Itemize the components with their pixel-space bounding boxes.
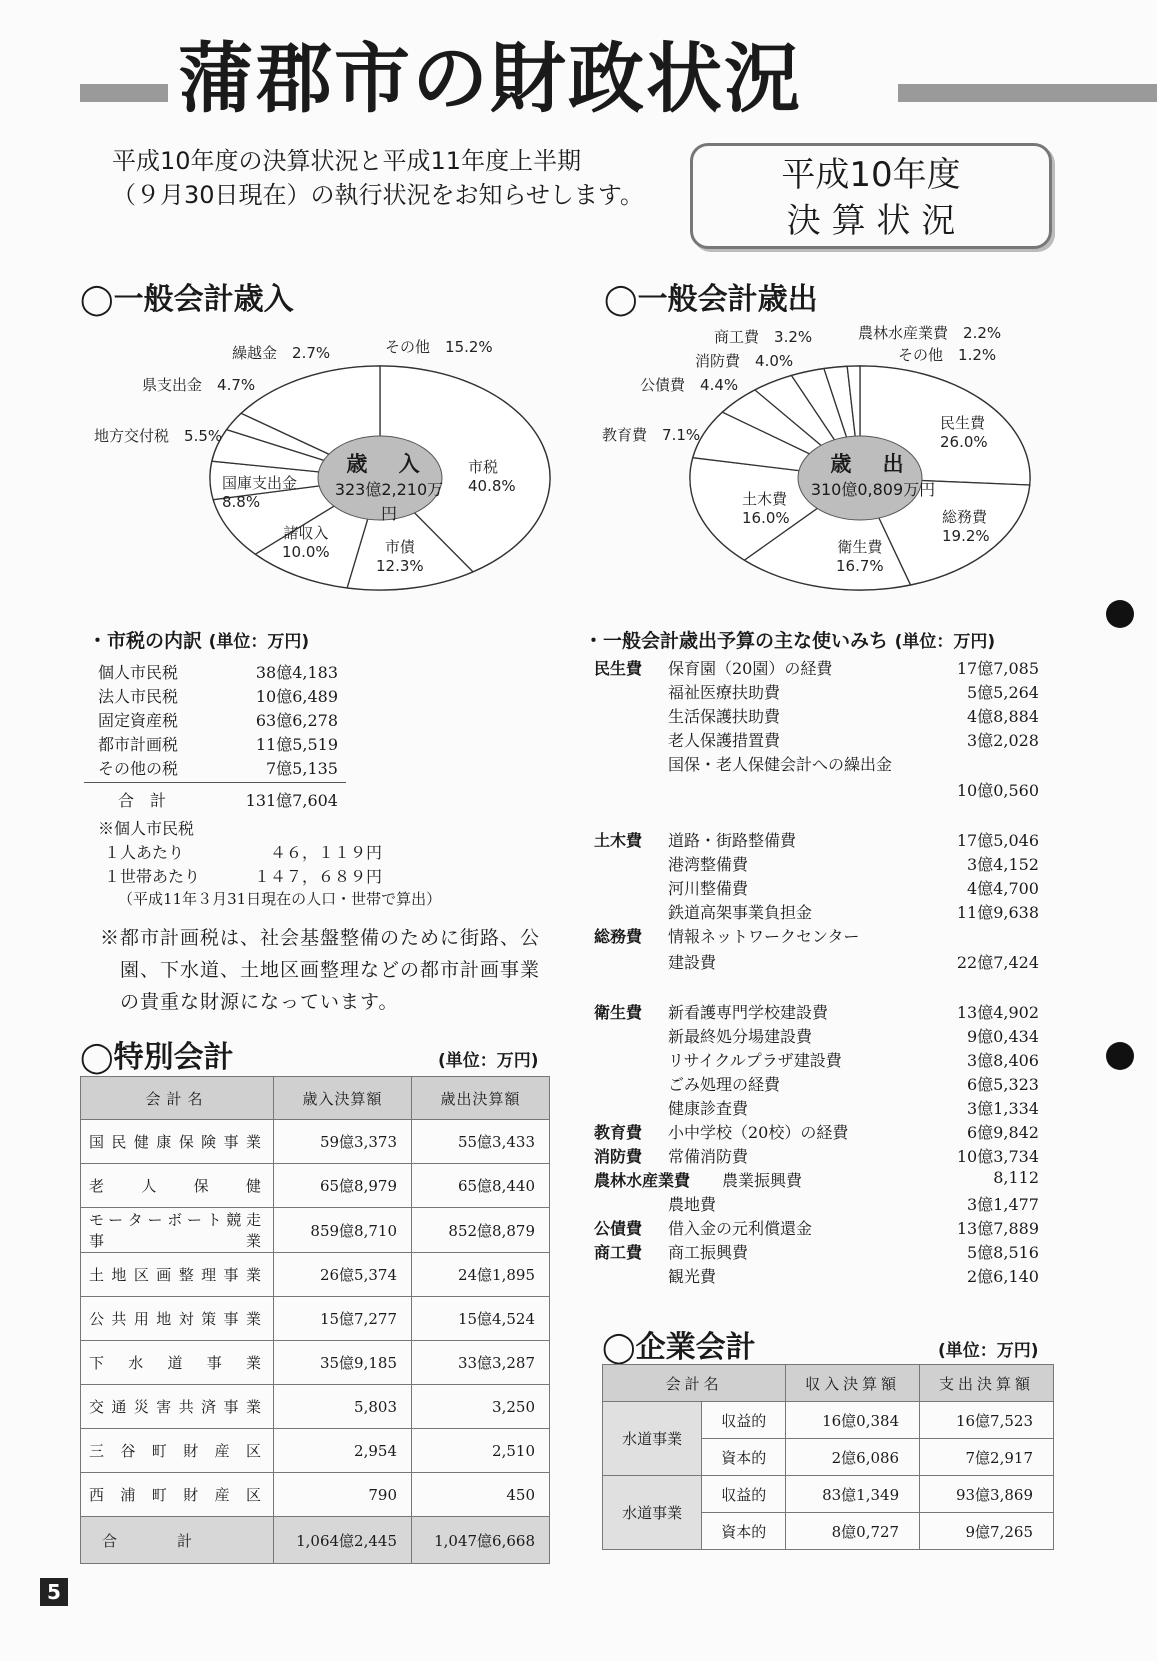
- outgo-amount: 7億2,917: [920, 1439, 1054, 1476]
- budget-amount: 9億0,434: [967, 1027, 1039, 1046]
- budget-item: 生活保護扶助費: [668, 707, 781, 726]
- expenditure-center: 歳 出 310億0,809万円: [810, 452, 936, 499]
- exp-label-9: その他 1.2%: [898, 346, 997, 364]
- budget-category: 総務費: [594, 927, 643, 946]
- budget-amount: 3億2,028: [967, 731, 1039, 750]
- table-row: [81, 1164, 550, 1208]
- revenue-amount: 59億3,373: [274, 1120, 412, 1164]
- budget-item: 老人保護措置費: [668, 731, 781, 750]
- budget-item: ごみ処理の経費: [668, 1075, 781, 1094]
- exp-label-0: 民生費 26.0%: [940, 414, 988, 451]
- table-row: [603, 1402, 1054, 1439]
- expenditure-amount: 450: [412, 1473, 550, 1517]
- budget-item: 福祉医療扶助費: [668, 683, 781, 702]
- table-row: [81, 1253, 550, 1297]
- page-title: 蒲郡市の財政状況: [178, 34, 802, 123]
- rev-label-4: 地方交付税 5.5%: [94, 427, 223, 445]
- budget-amount: 6億9,842: [967, 1123, 1039, 1142]
- budget-amount: 3億4,152: [967, 855, 1039, 874]
- budget-amount: 6億5,323: [967, 1075, 1039, 1094]
- total-label: 合計: [81, 1517, 274, 1564]
- budget-amount: 2億6,140: [967, 1267, 1039, 1286]
- account-name: 土地区画整理事業: [81, 1253, 274, 1297]
- special-accounts-table: [80, 1076, 550, 1564]
- budget-item: 観光費: [668, 1267, 717, 1286]
- expenditure-amount: 33億3,287: [412, 1341, 550, 1385]
- title-rule-left: [80, 84, 168, 102]
- per-person-label: １人あたり: [104, 843, 185, 862]
- budget-item: 小中学校（20校）の経費: [668, 1123, 849, 1142]
- rev-label-1: 市債 12.3%: [376, 538, 424, 575]
- budget-item: 新看護専門学校建設費: [668, 1003, 829, 1022]
- table-row: [81, 1385, 550, 1429]
- table-row: [81, 1473, 550, 1517]
- table-row: [81, 1297, 550, 1341]
- outgo-amount: 9億7,265: [920, 1513, 1054, 1550]
- col-header-name: 会計名: [81, 1077, 274, 1120]
- outgo-amount: 93億3,869: [920, 1476, 1054, 1513]
- budget-amount: 11億9,638: [956, 903, 1039, 922]
- account-type: 収益的: [702, 1476, 786, 1513]
- budget-item: 河川整備費: [668, 879, 749, 898]
- budget-item: 常備消防費: [668, 1147, 749, 1166]
- enterprise-unit: (単位：万円): [938, 1341, 1039, 1361]
- budget-amount: 5億5,264: [967, 683, 1039, 702]
- budget-amount: 3億1,334: [967, 1099, 1039, 1118]
- col-header-revenue: 歳入決算額: [274, 1077, 412, 1120]
- budget-amount: 10億0,560: [956, 781, 1039, 800]
- budget-amount: 4億4,700: [967, 879, 1039, 898]
- budget-item: 情報ネットワークセンター: [668, 927, 860, 946]
- budget-item: 借入金の元利償還金: [668, 1219, 813, 1238]
- table-row: [81, 1208, 550, 1253]
- account-name: 公共用地対策事業: [81, 1297, 274, 1341]
- special-accounts-title: ◯特別会計: [80, 1040, 234, 1075]
- revenue-title: ◯一般会計歳入: [80, 282, 294, 317]
- budget-item: 新最終処分場建設費: [668, 1027, 813, 1046]
- budget-amount: 13億4,902: [956, 1003, 1039, 1022]
- revenue-amount: 790: [274, 1473, 412, 1517]
- budget-category: 土木費: [594, 831, 643, 850]
- exp-label-3: 土木費 16.0%: [742, 490, 790, 527]
- rev-label-0: 市税 40.8%: [468, 458, 516, 495]
- col-header-name: 会計名: [603, 1365, 786, 1402]
- budget-amount: 3億1,477: [967, 1195, 1039, 1214]
- table-row: [81, 1341, 550, 1385]
- exp-label-7: 商工費 3.2%: [714, 328, 813, 346]
- city-plan-tax-note: ※都市計画税は、社会基盤整備のために街路、公 園、下水道、土地区画整理などの都市計画事業 の貴重な財源になっています。: [100, 927, 541, 1013]
- special-accounts-unit: (単位：万円): [438, 1051, 539, 1071]
- expenditure-amount: 65億8,440: [412, 1164, 550, 1208]
- per-household-label: １世帯あたり: [104, 867, 201, 886]
- budget-amount: 4億8,884: [967, 707, 1039, 726]
- budget-category: 農林水産業費: [594, 1171, 691, 1190]
- account-type: 収益的: [702, 1402, 786, 1439]
- rev-label-2: 諸収入 10.0%: [282, 524, 330, 561]
- revenue-amount: 2,954: [274, 1429, 412, 1473]
- budget-item: 建設費: [668, 953, 717, 972]
- exp-label-2: 衛生費 16.7%: [836, 538, 884, 575]
- revenue-amount: 15億7,277: [274, 1297, 412, 1341]
- budget-item: 農業振興費: [722, 1171, 803, 1190]
- budget-amount: 22億7,424: [956, 953, 1039, 972]
- expenditure-amount: 55億3,433: [412, 1120, 550, 1164]
- table-row: [81, 1429, 550, 1473]
- per-household-value: １４７，６８９円: [254, 867, 383, 886]
- outgo-amount: 16億7,523: [920, 1402, 1054, 1439]
- expenditure-title: ◯一般会計歳出: [604, 282, 818, 317]
- rev-label-7: その他 15.2%: [385, 338, 493, 356]
- badge-line1: 平成10年度: [781, 155, 961, 195]
- revenue-amount: 35億9,185: [274, 1341, 412, 1385]
- table-total-row: [81, 1517, 550, 1564]
- budget-amount: 3億8,406: [967, 1051, 1039, 1070]
- income-amount: 2億6,086: [786, 1439, 920, 1476]
- budget-amount: 10億3,734: [956, 1147, 1039, 1166]
- account-name: 老人保健: [81, 1164, 274, 1208]
- exp-label-6: 消防費 4.0%: [695, 352, 794, 370]
- table-row: [603, 1476, 1054, 1513]
- budget-amount: 17億7,085: [956, 659, 1039, 678]
- tax-basis-note: （平成11年３月31日現在の人口・世帯で算出）: [118, 890, 442, 908]
- account-type: 資本的: [702, 1513, 786, 1550]
- enterprise-title: ◯企業会計: [602, 1330, 756, 1365]
- budget-amount: 8,112: [993, 1168, 1039, 1187]
- badge-line2: 決 算 状 況: [786, 201, 956, 241]
- account-name: 三谷町財産区: [81, 1429, 274, 1473]
- budget-uses-title: ・一般会計歳出予算の主な使いみち (単位：万円): [584, 630, 996, 652]
- budget-item: 国保・老人保健会計への繰出金: [668, 755, 893, 774]
- per-person-value: ４６，１１９円: [270, 843, 383, 862]
- rev-label-6: 繰越金 2.7%: [232, 344, 331, 362]
- budget-item: リサイクルプラザ建設費: [668, 1051, 842, 1070]
- budget-category: 衛生費: [594, 1003, 643, 1022]
- income-amount: 8億0,727: [786, 1513, 920, 1550]
- revenue-amount: 859億8,710: [274, 1208, 412, 1253]
- fiscal-year-badge: [690, 143, 1052, 249]
- account-name: 西浦町財産区: [81, 1473, 274, 1517]
- budget-category: 教育費: [594, 1123, 643, 1142]
- exp-label-5: 公債費 4.4%: [640, 376, 739, 394]
- exp-label-8: 農林水産業費 2.2%: [858, 324, 1002, 342]
- budget-amount: 5億8,516: [967, 1243, 1039, 1262]
- expenditure-amount: 15億4,524: [412, 1297, 550, 1341]
- account-name: 交通災害共済事業: [81, 1385, 274, 1429]
- budget-item: 港湾整備費: [668, 855, 749, 874]
- budget-category: 民生費: [594, 659, 643, 678]
- revenue-center: 歳 入 323億2,210万円: [334, 452, 444, 523]
- expenditure-amount: 852億8,879: [412, 1208, 550, 1253]
- col-header-expenditure: 歳出決算額: [412, 1077, 550, 1120]
- account-name: 下水道事業: [81, 1341, 274, 1385]
- income-amount: 83億1,349: [786, 1476, 920, 1513]
- budget-item: 道路・街路整備費: [668, 831, 797, 850]
- tax-note-title: ※個人市民税: [98, 819, 195, 838]
- rev-label-3: 国庫支出金 8.8%: [222, 474, 298, 511]
- enterprise-table: [602, 1364, 1054, 1550]
- revenue-amount: 26億5,374: [274, 1253, 412, 1297]
- budget-item: 健康診査費: [668, 1099, 749, 1118]
- budget-item: 保育園（20園）の経費: [668, 659, 833, 678]
- tax-divider: [84, 782, 346, 783]
- enterprise-name: 水道事業: [603, 1402, 702, 1476]
- budget-amount: 13億7,889: [956, 1219, 1039, 1238]
- binder-hole: [1106, 600, 1134, 628]
- title-rule-right: [898, 84, 1157, 102]
- budget-category: 消防費: [594, 1147, 643, 1166]
- col-header-income: 収入決算額: [786, 1365, 920, 1402]
- account-name: 国民健康保険事業: [81, 1120, 274, 1164]
- expenditure-amount: 2,510: [412, 1429, 550, 1473]
- exp-label-1: 総務費 19.2%: [942, 508, 990, 545]
- binder-hole: [1106, 1042, 1134, 1070]
- rev-label-5: 県支出金 4.7%: [142, 376, 256, 394]
- col-header-outgo: 支出決算額: [920, 1365, 1054, 1402]
- city-tax-title: ・市税の内訳 (単位：万円): [88, 630, 310, 652]
- budget-item: 農地費: [668, 1195, 717, 1214]
- expenditure-amount: 3,250: [412, 1385, 550, 1429]
- budget-category: 公債費: [594, 1219, 643, 1238]
- page-number: 5: [40, 1578, 68, 1606]
- account-type: 資本的: [702, 1439, 786, 1476]
- budget-item: 商工振興費: [668, 1243, 749, 1262]
- revenue-amount: 65億8,979: [274, 1164, 412, 1208]
- budget-amount: 17億5,046: [956, 831, 1039, 850]
- expenditure-amount: 24億1,895: [412, 1253, 550, 1297]
- budget-item: 鉄道高架事業負担金: [668, 903, 813, 922]
- intro-text: 平成10年度の決算状況と平成11年度上半期 （９月30日現在）の執行状況をお知らせします。: [112, 147, 644, 209]
- income-amount: 16億0,384: [786, 1402, 920, 1439]
- revenue-amount: 5,803: [274, 1385, 412, 1429]
- total-expenditure: 1,047億6,668: [412, 1517, 550, 1564]
- table-row: [81, 1120, 550, 1164]
- exp-label-4: 教育費 7.1%: [602, 426, 701, 444]
- enterprise-name: 水道事業: [603, 1476, 702, 1550]
- budget-category: 商工費: [594, 1243, 643, 1262]
- total-revenue: 1,064億2,445: [274, 1517, 412, 1564]
- account-name: モーターボート競走事業: [81, 1208, 274, 1253]
